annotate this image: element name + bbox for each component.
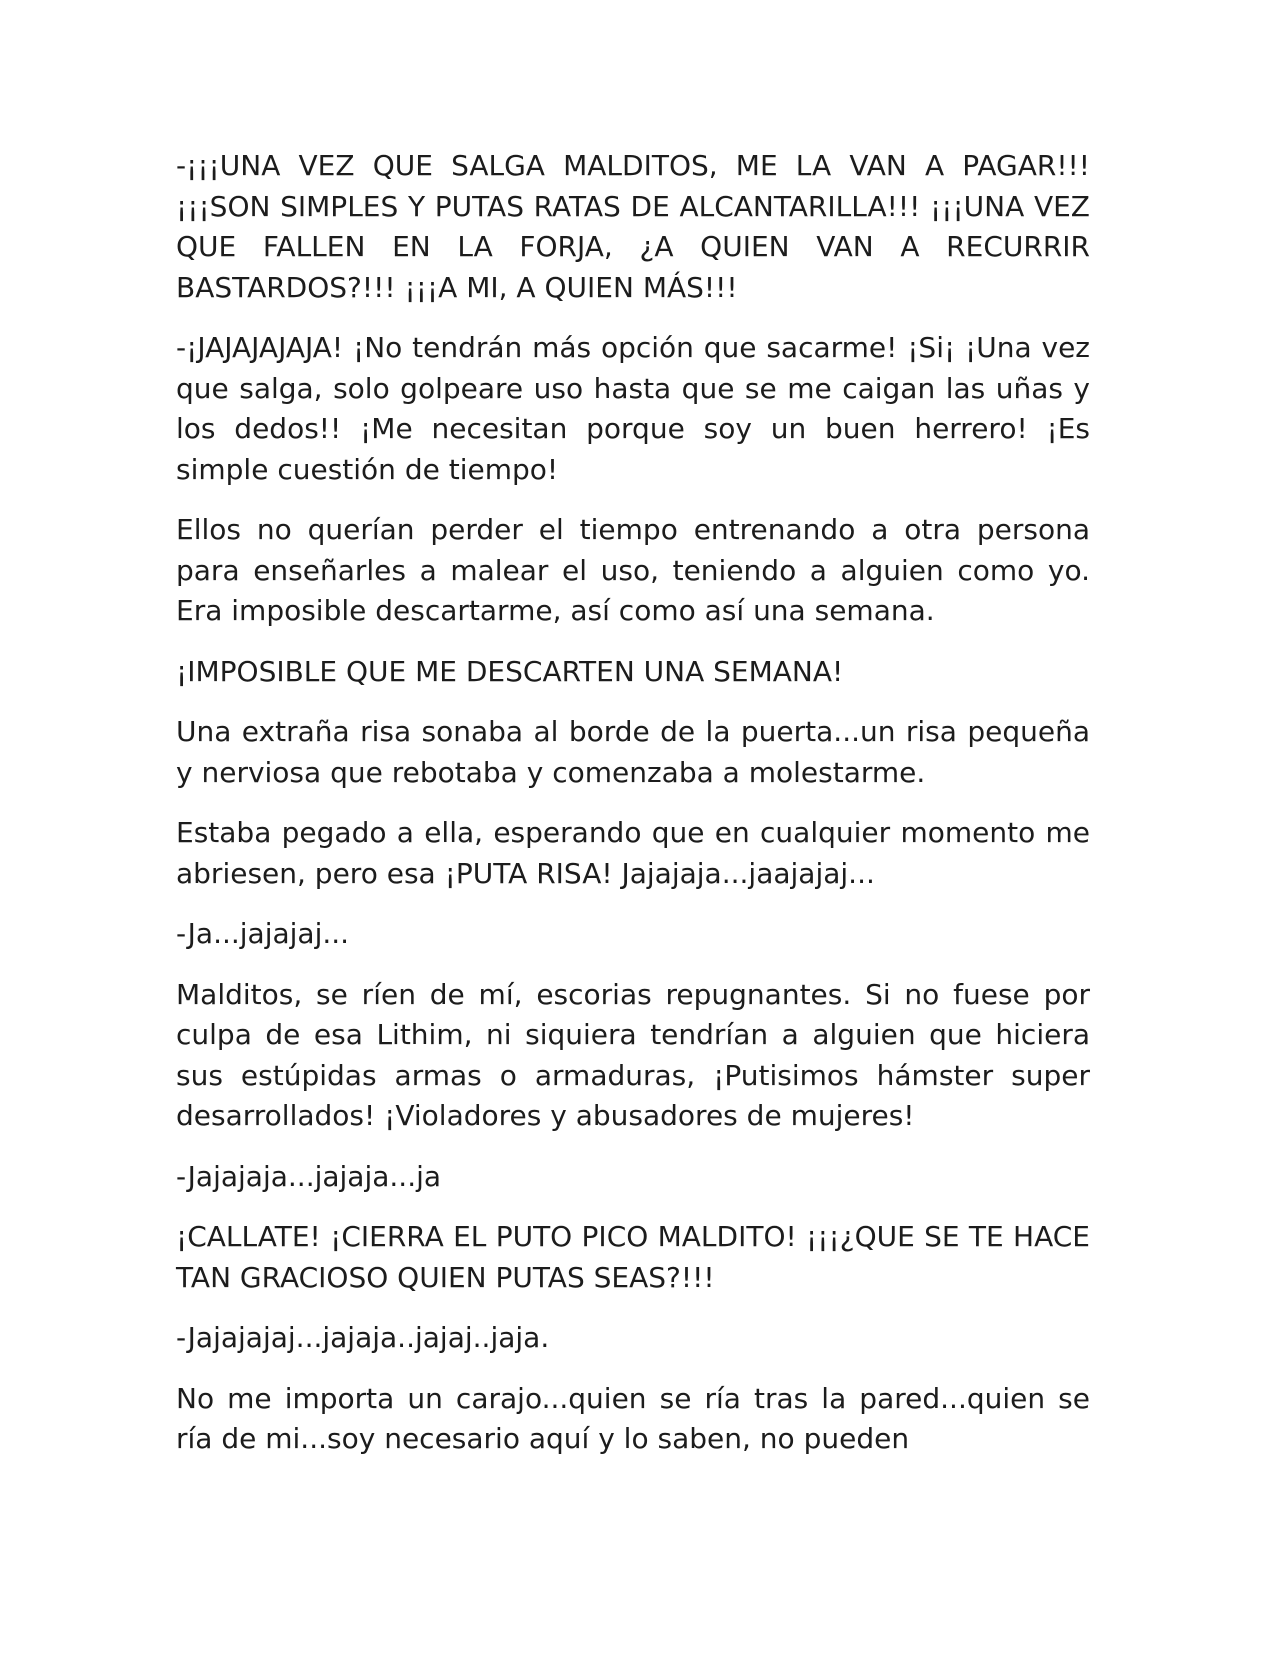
paragraph-3: Ellos no querían perder el tiempo entrenando a otra persona para enseñarles a malear el uso, teniendo a alguien como yo. Era imposible descartarme, así como así una semana. — [176, 513, 1090, 627]
paragraph-9: -Jajajaja...jajaja...ja — [176, 1159, 442, 1193]
paragraph-10: ¡CALLATE! ¡CIERRA EL PUTO PICO MALDITO! ¡¡¡¿QUE SE TE HACE TAN GRACIOSO QUIEN PUTAS SEAS?!!! — [176, 1220, 1090, 1294]
paragraph-2: -¡JAJAJAJAJA! ¡No tendrán más opción que sacarme! ¡Si¡ ¡Una vez que salga, solo golpeare uso hasta que se me caigan las uñas y los dedos!! ¡Me necesitan porque soy un buen herrero! ¡Es simple cuestión de tiempo! — [176, 331, 1090, 486]
paragraph-5: Una extraña risa sonaba al borde de la puerta...un risa pequeña y nerviosa que rebotaba y comenzaba a molestarme. — [176, 715, 1090, 789]
paragraph-4: ¡IMPOSIBLE QUE ME DESCARTEN UNA SEMANA! — [176, 654, 844, 688]
paragraph-12: No me importa un carajo...quien se ría tras la pared...quien se ría de mi...soy necesario aquí y lo saben, no pueden — [176, 1381, 1090, 1455]
paragraph-6: Estaba pegado a ella, esperando que en cualquier momento me abriesen, pero esa ¡PUTA RISA! Jajajaja...jaajajaj... — [176, 816, 1090, 890]
paragraph-11: -Jajajajaj...jajaja..jajaj..jaja. — [176, 1321, 550, 1354]
text-body — [176, 146, 1090, 1480]
paragraph-7: -Ja...jajajaj... — [176, 917, 350, 950]
paragraph-1: -¡¡¡UNA VEZ QUE SALGA MALDITOS, ME LA VAN A PAGAR!!! ¡¡¡SON SIMPLES Y PUTAS RATAS DE ALCANTARILLA!!! ¡¡¡UNA VEZ QUE FALLEN EN LA FORJA, ¿A QUIEN VAN A RECURRIR BASTARDOS?!!! ¡¡¡A MI, A QUIEN MÁS!!! — [176, 149, 1090, 304]
paragraph-8: Malditos, se ríen de mí, escorias repugnantes. Si no fuese por culpa de esa Lithim, ni siquiera tendrían a alguien que hiciera sus estúpidas armas o armaduras, ¡Putisimos hámster super desarrollados! ¡Violadores y abusadores de mujeres! — [176, 977, 1090, 1132]
